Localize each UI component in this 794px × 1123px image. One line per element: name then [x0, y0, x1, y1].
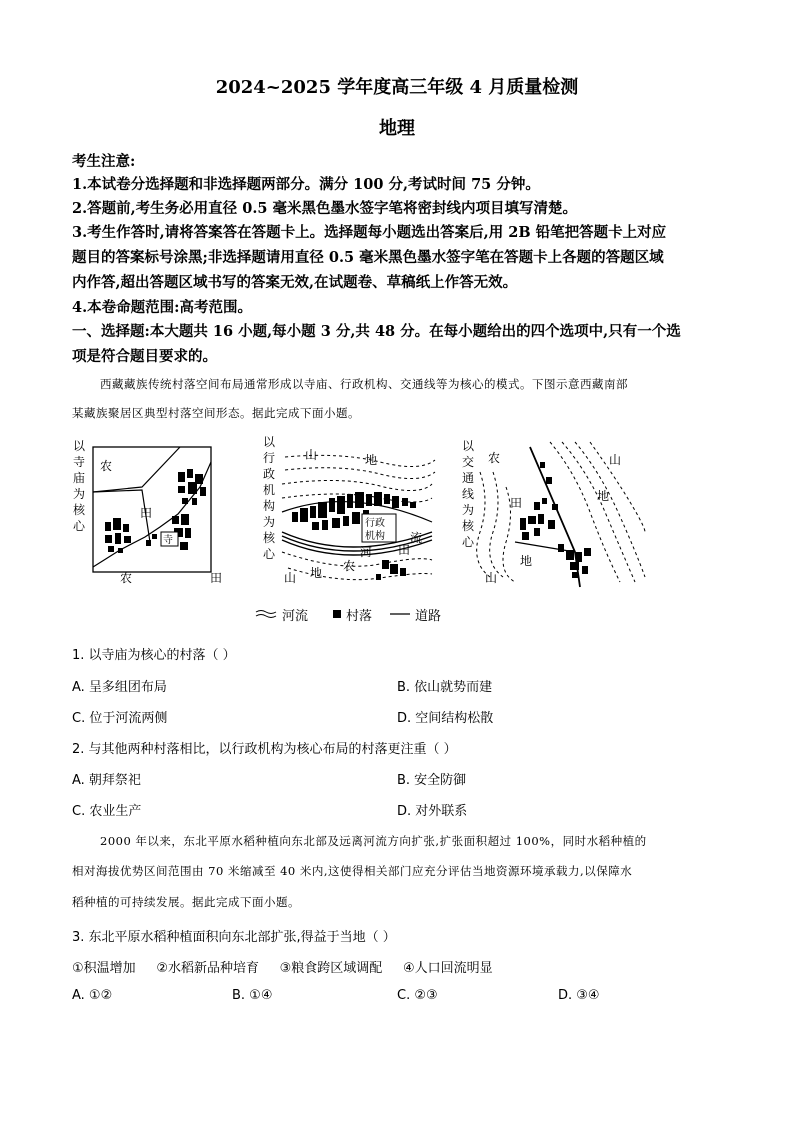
svg-text:行: 行 — [263, 451, 276, 465]
q3-option-c[interactable]: C. ②③ — [397, 988, 438, 1003]
svg-text:道路: 道路 — [415, 609, 442, 624]
svg-text:心: 心 — [263, 547, 276, 561]
svg-text:地: 地 — [310, 566, 323, 580]
svg-text:政: 政 — [263, 467, 276, 481]
notice-line: 2.答题前,考生务必用直径 0.5 毫米黑色墨水签字笔将密封线内项目填写清楚。 — [72, 200, 578, 217]
svg-text:心: 心 — [73, 519, 86, 533]
intro-paragraph: 相对海拔优势区间范围由 70 米缩减至 40 米内,这使得相关部门应充分评估当地资源环境承载力,以保障水 — [72, 864, 633, 878]
figure-legend — [256, 608, 441, 624]
panel3-labels — [485, 451, 621, 585]
svg-text:为: 为 — [263, 515, 276, 529]
svg-text:河流: 河流 — [282, 609, 309, 624]
svg-text:农: 农 — [488, 451, 501, 465]
intro-paragraph: 2000 年以来，东北平原水稻种植向东北部及远离河流方向扩张,扩张面积超过 100%，同时水稻种植的 — [100, 834, 647, 848]
svg-text:交: 交 — [462, 455, 475, 469]
svg-text:地: 地 — [520, 554, 533, 568]
question-2-stem: 2. 与其他两种村落相比，以行政机构为核心布局的村落更注重（ ） — [72, 742, 457, 757]
svg-text:田: 田 — [140, 506, 153, 520]
q3-option-d[interactable]: D. ③④ — [558, 988, 600, 1003]
subject-title: 地理 — [379, 118, 415, 139]
notice-line: 3.考生作答时,请将答案答在答题卡上。选择题每小题选出答案后,用 2B 铅笔把答题卡上对应 — [72, 224, 667, 241]
exam-title: 2024~2025 学年度高三年级 4 月质量检测 — [215, 77, 579, 98]
svg-text:河: 河 — [360, 545, 373, 559]
temple-label: 寺 — [163, 535, 173, 546]
svg-text:农: 农 — [120, 571, 133, 585]
q1-option-d[interactable]: D. 空间结构松散 — [397, 711, 494, 726]
panel2-caption — [263, 435, 276, 561]
q3-option-b[interactable]: B. ①④ — [232, 988, 273, 1003]
svg-text:地: 地 — [597, 489, 610, 503]
svg-text:田: 田 — [210, 571, 223, 585]
svg-text:流: 流 — [410, 531, 423, 545]
svg-text:田: 田 — [398, 543, 411, 557]
q1-option-b[interactable]: B. 依山就势而建 — [397, 680, 493, 695]
river-legend-icon — [256, 611, 276, 614]
svg-text:农: 农 — [100, 459, 113, 473]
svg-text:心: 心 — [462, 535, 475, 549]
office-label: 机构 — [365, 531, 385, 542]
notice-heading: 考生注意: — [72, 153, 136, 170]
svg-text:山: 山 — [284, 571, 297, 585]
svg-text:机: 机 — [263, 483, 276, 497]
svg-text:山: 山 — [485, 571, 498, 585]
notice-line: 题目的答案标号涂黑;非选择题请用直径 0.5 毫米黑色墨水签字笔在答题卡上各题的答题区域 — [72, 249, 664, 266]
svg-text:为: 为 — [73, 487, 86, 501]
q2-option-d[interactable]: D. 对外联系 — [397, 804, 468, 819]
q1-option-c[interactable]: C. 位于河流两侧 — [72, 711, 168, 726]
svg-text:以: 以 — [73, 439, 86, 453]
svg-text:核: 核 — [263, 531, 276, 545]
village-legend-icon — [333, 610, 341, 618]
svg-text:村落: 村落 — [346, 609, 373, 624]
notice-line: 1.本试卷分选择题和非选择题两部分。满分 100 分,考试时间 75 分钟。 — [72, 176, 540, 193]
office-label: 行政 — [365, 518, 385, 529]
intro-paragraph: 稻种植的可持续发展。据此完成下面小题。 — [72, 895, 300, 909]
intro-paragraph: 某藏族聚居区典型村落空间形态。据此完成下面小题。 — [72, 406, 360, 420]
q3-statements: ①积温增加 ②水稻新品种培育 ③粮食跨区域调配 ④人口回流明显 — [72, 961, 493, 976]
q2-option-a[interactable]: A. 朝拜祭祀 — [72, 773, 141, 788]
svg-text:山: 山 — [609, 453, 622, 467]
svg-text:通: 通 — [462, 471, 475, 485]
panel3-caption — [462, 439, 475, 549]
notice-line: 内作答,超出答题区域书写的答案无效,在试题卷、草稿纸上作答无效。 — [72, 274, 518, 291]
q2-option-c[interactable]: C. 农业生产 — [72, 804, 142, 819]
svg-text:核: 核 — [73, 503, 86, 517]
svg-text:田: 田 — [510, 496, 523, 510]
svg-text:农: 农 — [343, 559, 356, 573]
svg-text:寺: 寺 — [73, 455, 86, 469]
notice-line: 4.本卷命题范围:高考范围。 — [72, 299, 252, 316]
question-3-stem: 3. 东北平原水稻种植面积向东北部扩张,得益于当地（ ） — [72, 930, 396, 945]
q1-option-a[interactable]: A. 呈多组团布局 — [72, 680, 167, 695]
svg-text:地: 地 — [365, 453, 378, 467]
svg-text:山: 山 — [305, 448, 318, 462]
svg-text:为: 为 — [462, 503, 475, 517]
intro-paragraph: 西藏藏族传统村落空间布局通常形成以寺庙、行政机构、交通线等为核心的模式。下图示意西藏南部 — [100, 377, 628, 391]
section-heading: 一、选择题:本大题共 16 小题,每小题 3 分,共 48 分。在每小题给出的四个选项中,只有一个选 — [72, 323, 681, 340]
svg-text:线: 线 — [462, 487, 475, 501]
q2-option-b[interactable]: B. 安全防御 — [397, 773, 467, 788]
svg-text:以: 以 — [263, 435, 276, 449]
section-heading: 项是符合题目要求的。 — [72, 348, 217, 365]
panel1-map — [93, 447, 222, 585]
svg-text:核: 核 — [462, 519, 475, 533]
svg-text:以: 以 — [462, 439, 475, 453]
svg-text:构: 构 — [263, 499, 276, 513]
q3-option-a[interactable]: A. ①② — [72, 988, 113, 1003]
svg-text:庙: 庙 — [73, 471, 86, 485]
village-layout-figure — [60, 432, 650, 632]
panel1-caption — [73, 439, 86, 533]
question-1-stem: 1. 以寺庙为核心的村落（ ） — [72, 648, 236, 663]
